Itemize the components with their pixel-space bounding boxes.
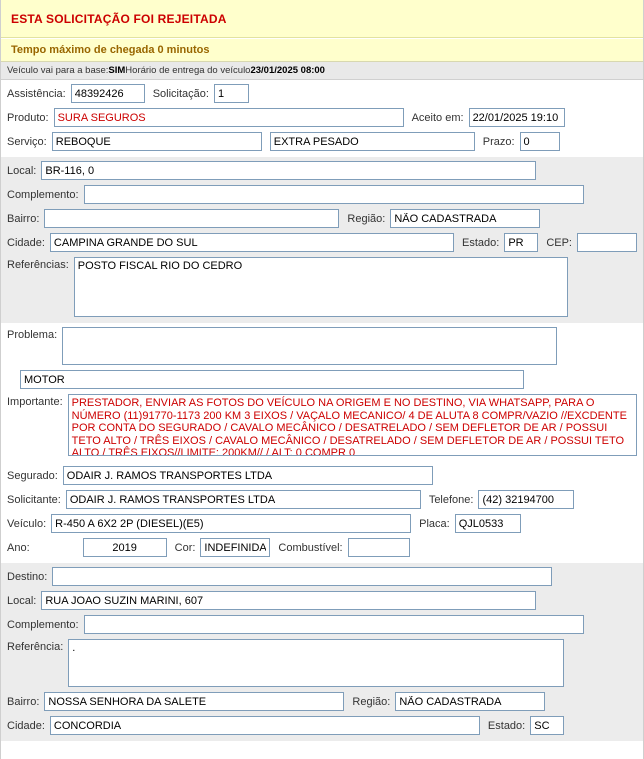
- dest-referencia-row: [7, 639, 637, 687]
- origin-regiao-input[interactable]: [390, 209, 540, 228]
- origin-estado-label: Estado:: [462, 236, 500, 249]
- placa-label: Placa:: [419, 517, 450, 530]
- base-info-banner: [1, 62, 643, 80]
- problema-textarea[interactable]: [62, 327, 557, 365]
- origin-cep-label: CEP:: [546, 236, 572, 249]
- aceito-em-label: Aceito em:: [411, 111, 464, 124]
- dest-regiao-label: Região:: [352, 695, 391, 708]
- origin-complemento-row: [7, 185, 637, 204]
- max-arrival-time-banner: [1, 38, 643, 62]
- cor-input[interactable]: [200, 538, 270, 557]
- ano-input[interactable]: [83, 538, 167, 557]
- problema-row: [7, 327, 637, 365]
- solicitante-label: Solicitante:: [7, 493, 61, 506]
- dest-regiao-input[interactable]: [395, 692, 545, 711]
- segurado-input[interactable]: [63, 466, 433, 485]
- destination-section: [1, 563, 643, 741]
- origin-estado-input[interactable]: [504, 233, 538, 252]
- combustivel-label: Combustível:: [278, 541, 343, 554]
- solicitacao-label: Solicitação:: [152, 87, 209, 100]
- dest-referencia-label: Referência:: [7, 641, 64, 653]
- destino-input[interactable]: [52, 567, 552, 586]
- origin-complemento-input[interactable]: [84, 185, 584, 204]
- dest-local-row: [7, 591, 637, 610]
- importante-textarea[interactable]: [68, 394, 637, 456]
- veiculo-row: [7, 514, 637, 533]
- prazo-label: Prazo:: [482, 135, 515, 148]
- aceito-em-input[interactable]: [469, 108, 565, 127]
- segurado-row: [7, 466, 637, 485]
- dest-complemento-label: Complemento:: [7, 618, 79, 631]
- servico-label: Serviço:: [7, 135, 47, 148]
- origin-local-label: Local:: [7, 164, 37, 177]
- placa-input[interactable]: [455, 514, 521, 533]
- origin-regiao-label: Região:: [347, 212, 386, 225]
- dest-cidade-row: [7, 716, 637, 735]
- origin-referencias-label: Referências:: [7, 259, 69, 271]
- assistencia-label: Assistência:: [7, 87, 66, 100]
- solicitante-input[interactable]: [66, 490, 421, 509]
- origin-cep-input[interactable]: [577, 233, 637, 252]
- origin-bairro-input[interactable]: [44, 209, 339, 228]
- origin-section: [1, 157, 643, 323]
- prazo-input[interactable]: [520, 132, 560, 151]
- dest-cidade-input[interactable]: [50, 716, 480, 735]
- dest-complemento-row: [7, 615, 637, 634]
- problema-label: Problema:: [7, 329, 58, 341]
- destino-label: Destino:: [7, 570, 48, 583]
- assistencia-row: [7, 84, 637, 103]
- rejected-banner-text: ESTA SOLICITAÇÃO FOI REJEITADA: [11, 11, 227, 26]
- dest-complemento-input[interactable]: [84, 615, 584, 634]
- dest-bairro-row: [7, 692, 637, 711]
- produto-label: Produto:: [7, 111, 49, 124]
- telefone-input[interactable]: [478, 490, 574, 509]
- produto-input[interactable]: [54, 108, 404, 127]
- destino-row: [7, 567, 637, 586]
- delivery-value: 23/01/2025 08:00: [250, 65, 325, 76]
- assistencia-input[interactable]: [71, 84, 145, 103]
- solicitacao-input[interactable]: [214, 84, 249, 103]
- segurado-label: Segurado:: [7, 469, 58, 482]
- origin-cidade-input[interactable]: [50, 233, 454, 252]
- servico-input[interactable]: [52, 132, 262, 151]
- origin-referencias-row: [7, 257, 637, 317]
- max-arrival-time-text: Tempo máximo de chegada 0 minutos: [11, 44, 210, 56]
- origin-local-row: [7, 161, 637, 180]
- ano-cor-row: [7, 538, 637, 557]
- dest-referencia-textarea[interactable]: [68, 639, 564, 687]
- problem-section: [1, 323, 643, 462]
- dest-estado-input[interactable]: [530, 716, 564, 735]
- delivery-prefix-label: Horário de entrega do veículo: [125, 65, 251, 76]
- origin-cidade-row: [7, 233, 637, 252]
- origin-cidade-label: Cidade:: [7, 236, 45, 249]
- veiculo-input[interactable]: [51, 514, 411, 533]
- base-value: SIM: [108, 65, 126, 76]
- client-section: [1, 462, 643, 563]
- dest-estado-label: Estado:: [487, 719, 526, 732]
- dest-local-label: Local:: [7, 594, 37, 607]
- cor-label: Cor:: [174, 541, 196, 554]
- origin-local-input[interactable]: [41, 161, 536, 180]
- rejected-banner: [1, 0, 643, 38]
- problema-motor-input[interactable]: [20, 370, 524, 389]
- veiculo-label: Veículo:: [7, 517, 47, 530]
- ano-label: Ano:: [7, 541, 30, 554]
- combustivel-input[interactable]: [348, 538, 410, 557]
- origin-complemento-label: Complemento:: [7, 188, 79, 201]
- origin-bairro-row: [7, 209, 637, 228]
- importante-label: Importante:: [7, 396, 63, 408]
- telefone-label: Telefone:: [428, 493, 474, 506]
- solicitante-row: [7, 490, 637, 509]
- problema-motor-row: [7, 370, 637, 389]
- produto-row: [7, 108, 637, 127]
- dest-cidade-label: Cidade:: [7, 719, 45, 732]
- servico-tipo-input[interactable]: [270, 132, 475, 151]
- importante-row: [7, 394, 637, 456]
- dest-bairro-input[interactable]: [44, 692, 344, 711]
- dest-bairro-label: Bairro:: [7, 695, 40, 708]
- base-prefix-label: Veículo vai para a base:: [7, 65, 109, 76]
- dest-local-input[interactable]: [41, 591, 536, 610]
- origin-bairro-label: Bairro:: [7, 212, 40, 225]
- origin-referencias-textarea[interactable]: [74, 257, 568, 317]
- request-section: [1, 80, 643, 157]
- servico-row: [7, 132, 637, 151]
